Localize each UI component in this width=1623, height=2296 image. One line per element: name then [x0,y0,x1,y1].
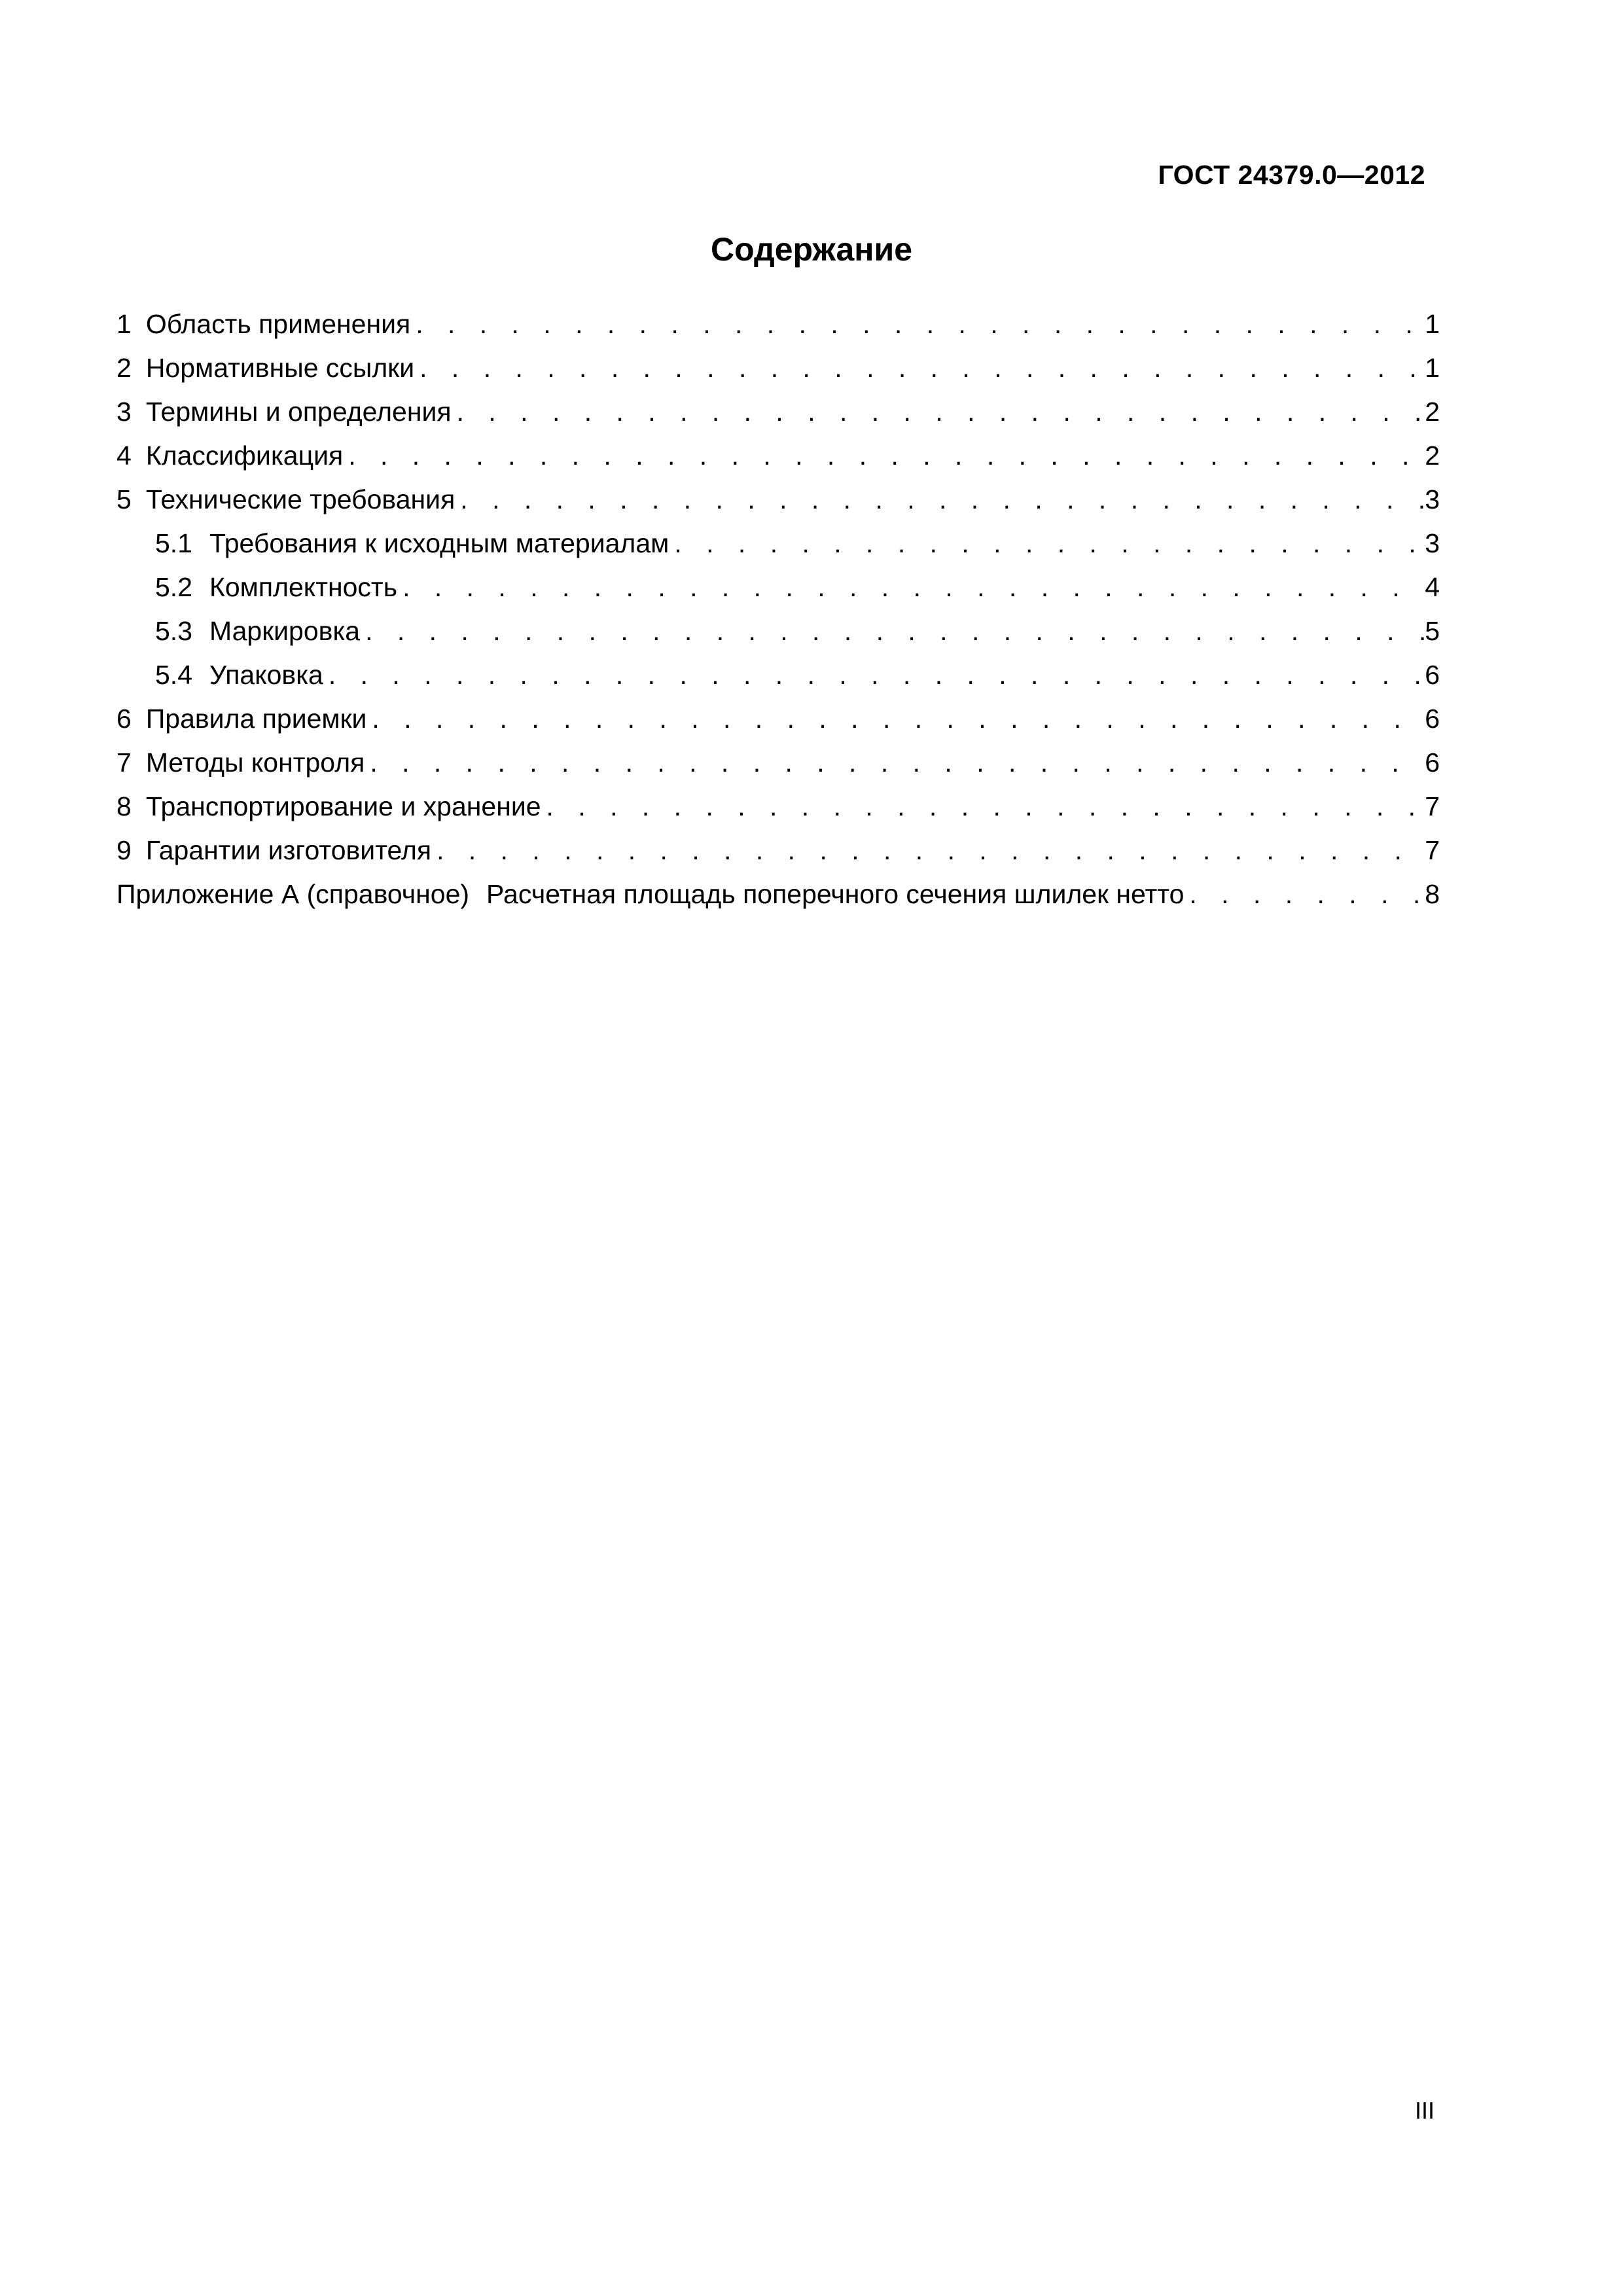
toc-entry-page: 6 [1425,704,1440,734]
toc-entry-5-4[interactable] [116,653,1440,697]
toc-entry-number: 5.1 [155,528,192,558]
dot-leader [365,741,1425,785]
toc-entry-number: 9 [116,835,132,865]
toc-entry-5-2[interactable] [116,565,1440,609]
dot-leader [455,478,1425,522]
dot-leader [323,653,1425,697]
dot-leader [360,609,1425,653]
toc-entry-5-1[interactable] [116,522,1440,565]
toc-entry-1[interactable] [116,302,1440,346]
toc-entry-title: Требования к исходным материалам [209,528,669,558]
dot-leader [1184,872,1425,916]
toc-entry-5-3[interactable] [116,609,1440,653]
toc-entry-6[interactable] [116,697,1440,741]
toc-entry-number: 5.3 [155,616,192,646]
toc-entry-number: Приложение А (справочное) [116,879,470,909]
toc-entry-number: 4 [116,440,132,471]
toc-entry-title: Нормативные ссылки [145,353,415,383]
toc-entry-2[interactable] [116,346,1440,390]
toc-entry-title: Классификация [145,440,344,471]
dot-leader [397,565,1425,609]
toc-entry-page: 6 [1425,747,1440,778]
toc-entry-page: 6 [1425,660,1440,690]
toc-entry-appendix-a[interactable] [116,872,1440,916]
toc-entry-page: 3 [1425,484,1440,514]
dot-leader [414,346,1425,390]
toc-title: Содержание [710,231,913,268]
toc-entry-number: 6 [116,704,132,734]
toc-entry-3[interactable] [116,390,1440,434]
toc-entry-number: 1 [116,309,132,339]
dot-leader [431,829,1425,872]
toc-entry-page: 8 [1425,879,1440,909]
dot-leader [343,434,1425,478]
toc-entry-page: 3 [1425,528,1440,558]
toc-entry-number: 2 [116,353,132,383]
toc-entry-page: 2 [1425,397,1440,427]
toc-entry-number: 7 [116,747,132,778]
toc-entry-page: 1 [1425,309,1440,339]
toc-entry-8[interactable] [116,785,1440,829]
dot-leader [669,522,1425,565]
toc-entry-4[interactable] [116,434,1440,478]
toc-entry-page: 5 [1425,616,1440,646]
toc-entry-9[interactable] [116,829,1440,872]
toc-entry-title: Гарантии изготовителя [145,835,432,865]
dot-leader [366,697,1425,741]
dot-leader [541,785,1425,829]
toc-entry-title: Методы контроля [145,747,365,778]
toc-entry-title: Термины и определения [145,397,452,427]
toc-entry-number: 8 [116,791,132,821]
toc-entry-page: 7 [1425,835,1440,865]
toc-entry-title: Упаковка [209,660,323,690]
document-code: ГОСТ 24379.0—2012 [1158,160,1425,190]
toc-entry-title: Расчетная площадь поперечного сечения шлилек нетто [486,879,1185,909]
toc-entry-number: 5.4 [155,660,192,690]
toc-entry-7[interactable] [116,741,1440,785]
toc-entry-title: Маркировка [209,616,361,646]
toc-entry-page: 1 [1425,353,1440,383]
toc-entry-number: 5 [116,484,132,514]
toc-entry-number: 3 [116,397,132,427]
toc-entry-title: Правила приемки [145,704,367,734]
toc-entry-number: 5.2 [155,572,192,602]
dot-leader [410,302,1425,346]
toc-entry-page: 7 [1425,791,1440,821]
toc-entry-5[interactable] [116,478,1440,522]
page-number: III [1414,2097,1435,2124]
table-of-contents [116,302,1440,916]
toc-entry-title: Комплектность [209,572,398,602]
dot-leader [452,390,1425,434]
toc-entry-title: Технические требования [145,484,455,514]
toc-entry-page: 2 [1425,440,1440,471]
toc-entry-title: Область применения [145,309,411,339]
toc-entry-page: 4 [1425,572,1440,602]
toc-entry-title: Транспортирование и хранение [145,791,541,821]
